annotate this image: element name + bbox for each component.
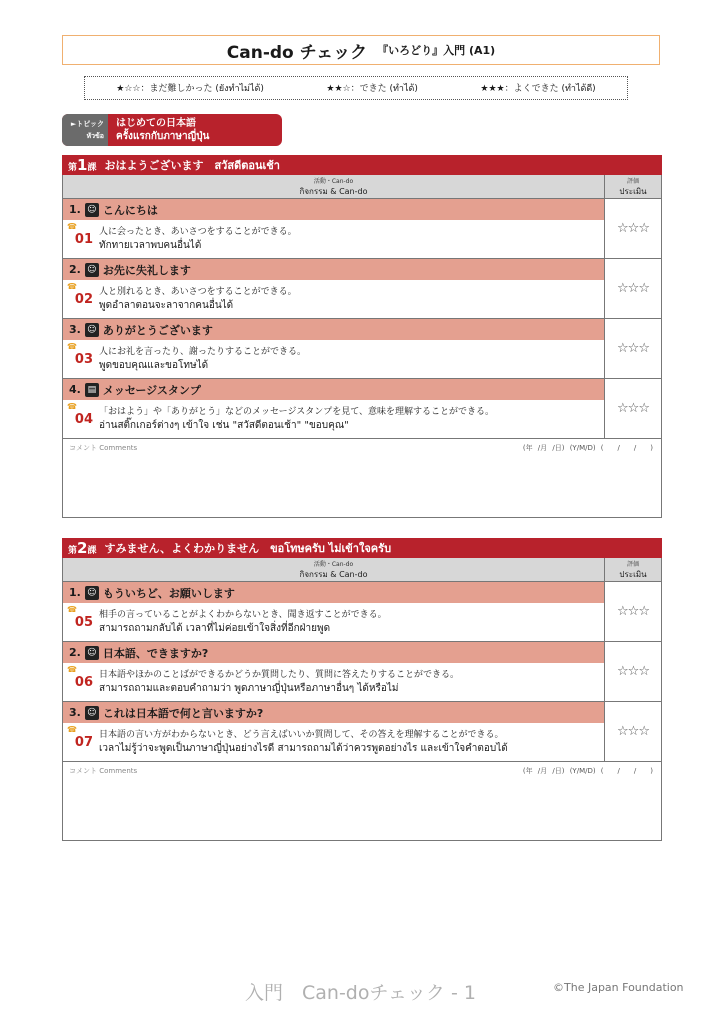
item-title: これは日本語で何と言いますか?: [102, 706, 264, 720]
lesson-header: [62, 155, 662, 175]
eval-header-ja: 評価: [626, 177, 639, 185]
lesson-suffix: 課: [87, 163, 97, 173]
cando-text-th: พูดอำลาตอนจะลาจากคนอื่นได้: [99, 300, 234, 311]
rating-legend: [84, 76, 628, 100]
activity-header-ja: 活動・Can-do: [313, 177, 354, 185]
phone-icon: ☎: [67, 401, 77, 411]
eval-stars[interactable]: ☆☆☆: [604, 319, 661, 378]
lesson-title: おはようございます สวัสดีตอนเช้า: [104, 159, 280, 172]
item-title: お先に失礼します: [102, 263, 191, 277]
page-subtitle: 『いろどり』入門 (A1): [377, 44, 496, 57]
comment-label: コメント Comments: [69, 444, 138, 452]
eval-stars[interactable]: ☆☆☆: [604, 642, 661, 701]
cando-text-th: พูดขอบคุณและขอโทษได้: [99, 360, 209, 371]
lesson-prefix: 第: [68, 546, 78, 556]
cando-description: [99, 225, 297, 253]
cando-text-th: สามารถถามและตอบคำถามว่า พูดภาษาญี่ปุ่นหรือภาษาอื่นๆ ได้หรือไม่: [99, 683, 399, 694]
phone-icon: ☎: [67, 604, 77, 614]
item-header: [63, 582, 604, 603]
legend-item-1: ★☆☆：まだ難しかった (ยังทำไม่ได้): [116, 84, 264, 94]
people-talk-icon: ☺: [85, 203, 99, 217]
cando-item: [63, 702, 661, 762]
eval-header-ja: 評価: [626, 560, 639, 568]
column-header: [63, 175, 661, 199]
topic-title-ja: はじめての日本語: [116, 118, 196, 129]
cando-text-ja: 日本語の言い方がわからないとき、どう言えばいいか質問して、その答えを理解することができる。: [99, 730, 504, 740]
footer-page-label: 入門 Can-doチェック - 1: [245, 982, 476, 1004]
column-header: [63, 558, 661, 582]
activity-column-header: [63, 558, 604, 581]
eval-header-th: ประเมิน: [619, 186, 647, 196]
item-header: [63, 199, 604, 220]
cando-number-text: 03: [74, 351, 93, 367]
lesson-prefix: 第: [68, 163, 78, 173]
lesson-title: すみません、よくわかりません ขอโทษครับ ไม่เข้าใจครับ: [104, 542, 392, 555]
phone-icon: ☎: [67, 281, 77, 291]
cando-number-text: 06: [74, 674, 93, 690]
cando-text-th: เวลาไม่รู้ว่าจะพูดเป็นภาษาญี่ปุ่นอย่างไรดี สามารถถามได้ว่าควรพูดอย่างไร และเข้าใจคำตอบได้: [99, 743, 508, 754]
cando-number: [63, 341, 99, 367]
item-label: 3.: [69, 323, 81, 336]
cando-number: [63, 604, 99, 630]
phone-icon: ☎: [67, 341, 77, 351]
legend-item-2: ★★☆：できた (ทำได้): [326, 84, 418, 94]
item-header: [63, 319, 604, 340]
cando-text-ja: 人と別れるとき、あいさつをすることができる。: [99, 287, 297, 297]
phone-icon: ☎: [67, 664, 77, 674]
date-field: (年 /月 /日) (Y/M/D) ( / / ): [522, 767, 653, 775]
activity-header-th: กิจกรรม & Can-do: [299, 569, 368, 579]
eval-stars[interactable]: ☆☆☆: [604, 702, 661, 761]
lesson-table: [62, 175, 662, 518]
date-field: (年 /月 /日) (Y/M/D) ( / / ): [522, 444, 653, 452]
item-label: 4.: [69, 383, 81, 396]
topic-tag-ja: ►トピック: [70, 120, 104, 128]
cando-number: [63, 281, 99, 307]
cando-description: [99, 608, 387, 636]
item-label: 2.: [69, 263, 81, 276]
eval-stars[interactable]: ☆☆☆: [604, 379, 661, 438]
item-header: [63, 259, 604, 280]
item-header: [63, 379, 604, 400]
cando-number: [63, 221, 99, 247]
lesson-table: [62, 558, 662, 841]
eval-stars[interactable]: ☆☆☆: [604, 259, 661, 318]
cando-text-ja: 日本語やほかのことばができるかどうか質問したり、質問に答えたりすることができる。: [99, 670, 460, 680]
eval-stars[interactable]: ☆☆☆: [604, 199, 661, 258]
eval-column-header: [604, 175, 661, 198]
people-talk-icon: ☺: [85, 646, 99, 660]
cando-number-text: 05: [74, 614, 93, 630]
cando-number: [63, 724, 99, 750]
cando-description: [99, 345, 306, 373]
topic-tag-th: หัวข้อ: [86, 132, 104, 140]
item-title: 日本語、できますか?: [102, 646, 209, 660]
cando-text-th: อ่านสติ๊กเกอร์ต่างๆ เข้าใจ เช่น "สวัสดีตอนเช้า" "ขอบคุณ": [99, 420, 349, 431]
legend-item-3: ★★★：よくできた (ทำได้ดี): [480, 84, 596, 94]
activity-header-th: กิจกรรม & Can-do: [299, 186, 368, 196]
topic-banner: [62, 114, 282, 146]
cando-description: [99, 405, 494, 433]
cando-number: [63, 664, 99, 690]
page-title: Can-do チェック: [226, 42, 368, 63]
item-label: 2.: [69, 646, 81, 659]
cando-item: [63, 582, 661, 642]
cando-description: [99, 285, 297, 313]
cando-text-ja: 人に会ったとき、あいさつをすることができる。: [99, 227, 297, 237]
lesson-number: [68, 539, 96, 557]
title-box: [62, 35, 660, 65]
lesson-section: [62, 155, 662, 518]
people-talk-icon: ☺: [85, 263, 99, 277]
footer-copyright: ©The Japan Foundation: [553, 981, 684, 994]
cando-item: [63, 259, 661, 319]
cando-description: [99, 728, 508, 756]
activity-header-ja: 活動・Can-do: [313, 560, 354, 568]
phone-icon: ☎: [67, 724, 77, 734]
item-label: 1.: [69, 203, 81, 216]
people-talk-icon: ☺: [85, 706, 99, 720]
item-label: 1.: [69, 586, 81, 599]
people-talk-icon: ☺: [85, 323, 99, 337]
eval-column-header: [604, 558, 661, 581]
activity-column-header: [63, 175, 604, 198]
item-label: 3.: [69, 706, 81, 719]
cando-number: [63, 401, 99, 427]
cando-description: [99, 668, 459, 696]
cando-number-text: 02: [74, 291, 93, 307]
cando-text-th: ทักทายเวลาพบคนอื่นได้: [99, 240, 202, 251]
comment-box[interactable]: [63, 762, 661, 840]
cando-number-text: 07: [74, 734, 93, 750]
lesson-num: 2: [77, 539, 88, 557]
lesson-suffix: 課: [87, 546, 97, 556]
cando-item: [63, 199, 661, 259]
cando-text-ja: 人にお礼を言ったり、謝ったりすることができる。: [99, 347, 307, 357]
people-talk-icon: ☺: [85, 586, 99, 600]
eval-header-th: ประเมิน: [619, 569, 647, 579]
lesson-header: [62, 538, 662, 558]
topic-title-th: ครั้งแรกกับภาษาญี่ปุ่น: [116, 131, 210, 142]
item-title: こんにちは: [102, 203, 158, 217]
comment-label: コメント Comments: [69, 767, 138, 775]
item-title: もういちど、お願いします: [102, 586, 235, 600]
document-icon: ▤: [85, 383, 99, 397]
eval-stars[interactable]: ☆☆☆: [604, 582, 661, 641]
lesson-num: 1: [77, 156, 88, 174]
lesson-number: [68, 156, 96, 174]
topic-title: [108, 114, 209, 146]
cando-item: [63, 319, 661, 379]
item-header: [63, 702, 604, 723]
cando-number-text: 01: [74, 231, 93, 247]
topic-tag: [62, 114, 108, 146]
cando-item: [63, 642, 661, 702]
item-header: [63, 642, 604, 663]
cando-number-text: 04: [74, 411, 93, 427]
lesson-section: [62, 538, 662, 841]
comment-box[interactable]: [63, 439, 661, 517]
item-title: ありがとうございます: [102, 323, 213, 337]
cando-item: [63, 379, 661, 439]
item-title: メッセージスタンプ: [102, 383, 201, 397]
cando-text-th: สามารถถามกลับได้ เวลาที่ไม่ค่อยเข้าใจสิ่งที่อีกฝ่ายพูด: [99, 623, 331, 634]
cando-text-ja: 相手の言っていることがよくわからないとき、聞き返すことができる。: [99, 610, 387, 620]
phone-icon: ☎: [67, 221, 77, 231]
cando-text-ja: 「おはよう」や「ありがとう」などのメッセージスタンプを見て、意味を理解することができる。: [99, 407, 495, 417]
